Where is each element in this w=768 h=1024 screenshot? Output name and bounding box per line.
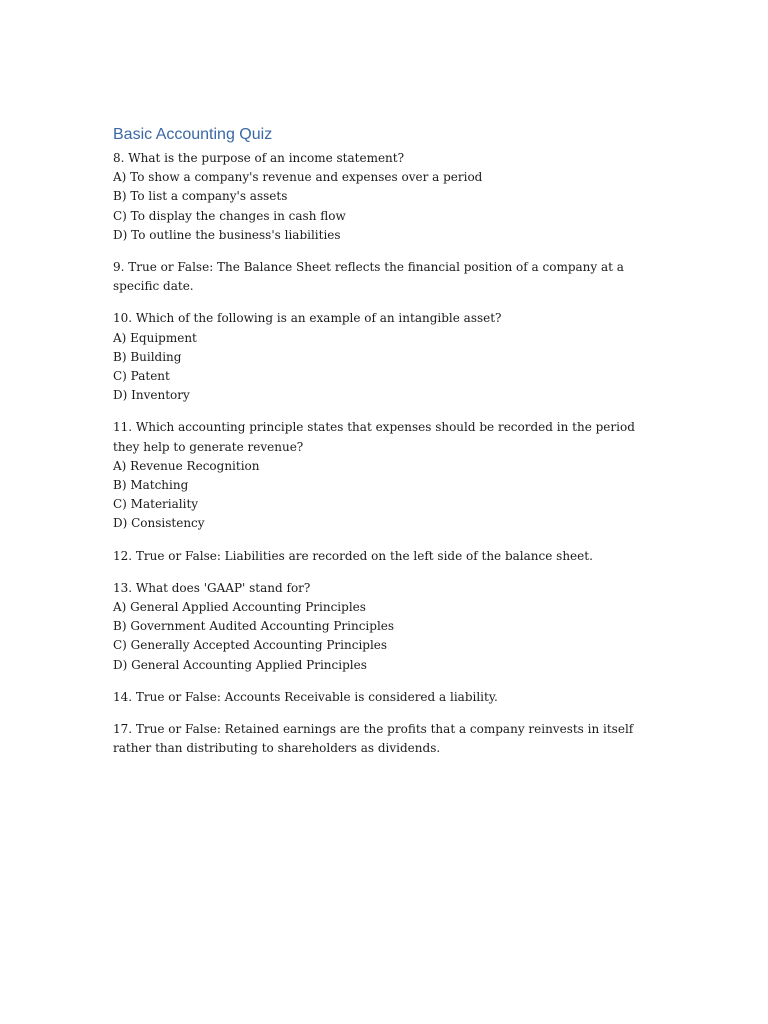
question-text: 13. What does 'GAAP' stand for? <box>113 580 311 595</box>
answer-option: D) Inventory <box>113 388 190 403</box>
answer-option: C) Materiality <box>113 497 199 512</box>
answer-option: A) To show a company's revenue and expenses over a period <box>113 170 483 185</box>
answer-option: A) Revenue Recognition <box>113 458 260 473</box>
question-text: 17. True or False: Retained earnings are the profits that a company reinvests in itself rather than distributing to shareholders as dividends. <box>113 722 634 756</box>
answer-option: A) General Applied Accounting Principles <box>113 600 366 615</box>
question-text: 11. Which accounting principle states that expenses should be recorded in the period they help to generate revenue? <box>113 420 635 454</box>
question-text: 8. What is the purpose of an income statement? <box>113 151 405 165</box>
question-text: 10. Which of the following is an example of an intangible asset? <box>113 311 502 326</box>
question-text: 14. True or False: Accounts Receivable is considered a liability. <box>113 689 498 704</box>
answer-option: C) To display the changes in cash flow <box>113 208 346 223</box>
answer-option: D) To outline the business's liabilities <box>113 227 341 242</box>
question-10 <box>113 309 658 405</box>
question-14 <box>113 688 658 707</box>
answer-option: D) Consistency <box>113 516 205 531</box>
question-12 <box>113 547 658 566</box>
document-page <box>113 124 658 771</box>
answer-option: B) Government Audited Accounting Principles <box>113 619 395 634</box>
question-text: 9. True or False: The Balance Sheet reflects the financial position of a company at a specific date. <box>113 260 624 294</box>
answer-option: B) To list a company's assets <box>113 189 288 204</box>
answer-option: B) Building <box>113 349 182 364</box>
question-text: 12. True or False: Liabilities are recorded on the left side of the balance sheet. <box>113 548 593 563</box>
question-9 <box>113 258 658 296</box>
question-8 <box>113 149 658 245</box>
question-13 <box>113 579 658 675</box>
question-17 <box>113 720 658 758</box>
answer-option: D) General Accounting Applied Principles <box>113 657 367 672</box>
answer-option: C) Patent <box>113 369 170 384</box>
document-title: Basic Accounting Quiz <box>113 126 273 143</box>
question-11 <box>113 418 658 533</box>
answer-option: A) Equipment <box>113 330 197 345</box>
answer-option: B) Matching <box>113 478 189 493</box>
answer-option: C) Generally Accepted Accounting Principles <box>113 638 388 653</box>
